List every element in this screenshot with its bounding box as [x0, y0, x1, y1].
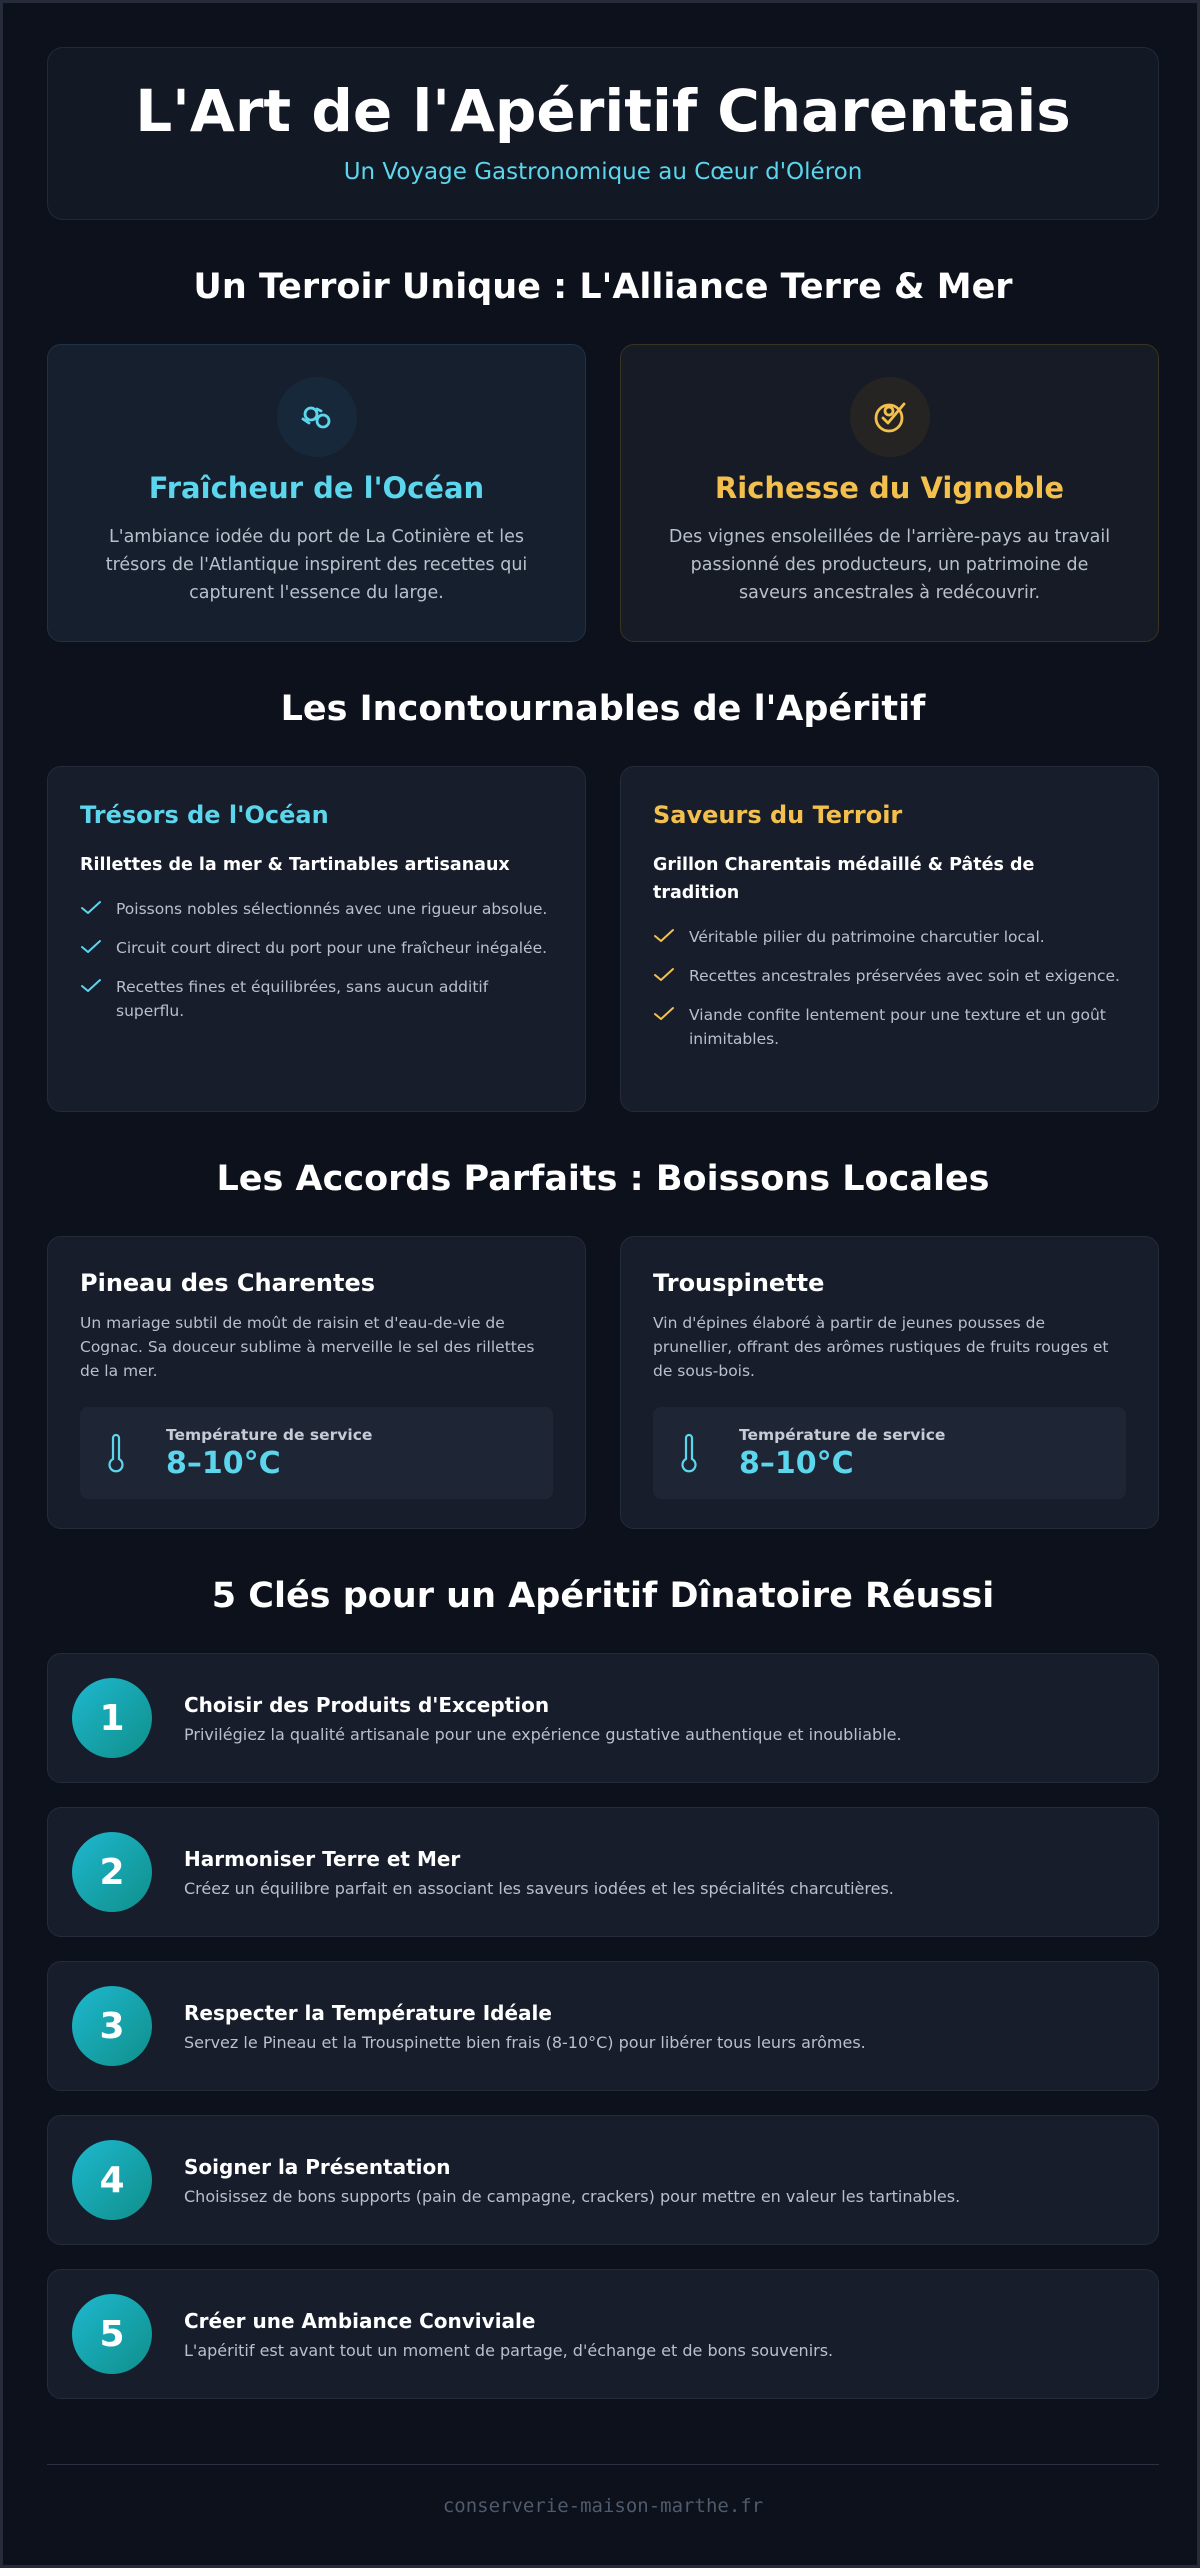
key-text: L'apéritif est avant tout un moment de partage, d'échange et de bons souvenirs. [184, 2340, 834, 2360]
key-item [47, 1807, 1159, 1937]
footer-divider [47, 2464, 1159, 2465]
cles-list [47, 1653, 1159, 2399]
key-text: Choisissez de bons supports (pain de campagne, crackers) pour mettre en valeur les tartinables. [184, 2186, 961, 2206]
check-icon [80, 899, 102, 917]
key-title: Créer une Ambiance Conviviale [184, 2308, 536, 2333]
temperature-value: 8–10°C [739, 1445, 854, 1481]
key-title: Harmoniser Terre et Mer [184, 1846, 461, 1871]
terroir-flavors-card [620, 766, 1159, 1112]
cles-section-title: 5 Clés pour un Apéritif Dînatoire Réussi [211, 1576, 995, 1616]
terroir-flavors-list [653, 925, 1126, 1051]
temperature-label: Température de service [739, 1425, 946, 1444]
pineau-card [47, 1236, 586, 1529]
key-item [47, 1653, 1159, 1783]
key-text: Servez le Pineau et la Trouspinette bien frais (8-10°C) pour libérer tous leurs arômes. [184, 2032, 866, 2052]
terroir-cards [47, 344, 1159, 642]
key-number: 5 [72, 2294, 152, 2374]
terroir-section-title: Un Terroir Unique : L'Alliance Terre & Mer [193, 267, 1013, 307]
list-item-text: Circuit court direct du port pour une fraîcheur inégalée. [116, 939, 548, 957]
key-item [47, 2269, 1159, 2399]
ocean-card-text: L'ambiance iodée du port de La Cotinière et les trésors de l'Atlantique inspirent des recettes qui capturent l'essence du large. [105, 527, 528, 603]
ocean-treasures-card [47, 766, 586, 1112]
key-number: 3 [72, 1986, 152, 2066]
key-title: Soigner la Présentation [184, 2154, 451, 2179]
key-text: Créez un équilibre parfait en associant les saveurs iodées et les spécialités charcutières. [184, 1878, 894, 1898]
list-item [653, 925, 1126, 949]
ocean-treasures-list [80, 897, 553, 1023]
key-item [47, 2115, 1159, 2245]
ocean-card-title: Fraîcheur de l'Océan [148, 471, 485, 505]
ocean-freshness-card [47, 344, 586, 642]
hero-header [47, 47, 1159, 220]
ocean-icon-badge [277, 377, 357, 457]
terroir-flavors-title: Saveurs du Terroir [653, 801, 903, 829]
list-item [80, 897, 553, 921]
list-item-text: Recettes fines et équilibrées, sans aucun additif superflu. [116, 978, 489, 1020]
list-item-text: Recettes ancestrales préservées avec soin et exigence. [689, 967, 1120, 985]
incontournables-section-title: Les Incontournables de l'Apéritif [280, 689, 926, 729]
trouspinette-card [620, 1236, 1159, 1529]
badge-check-icon [869, 396, 911, 438]
list-item [80, 936, 553, 960]
check-icon [653, 927, 675, 945]
incontournables-cards [47, 766, 1159, 1112]
temperature-value: 8–10°C [166, 1445, 281, 1481]
vine-icon-badge [850, 377, 930, 457]
check-icon [80, 938, 102, 956]
link-icon [297, 397, 337, 437]
list-item-text: Viande confite lentement pour une texture et un goût inimitables. [689, 1006, 1106, 1048]
list-item-text: Véritable pilier du patrimoine charcutier local. [689, 928, 1045, 946]
list-item [80, 975, 553, 1023]
boissons-cards [47, 1236, 1159, 1529]
pineau-temperature-box [80, 1407, 553, 1499]
check-icon [653, 1005, 675, 1023]
page-title: L'Art de l'Apéritif Charentais [135, 77, 1071, 145]
list-item [653, 964, 1126, 988]
key-item [47, 1961, 1159, 2091]
key-number: 2 [72, 1832, 152, 1912]
page-subtitle: Un Voyage Gastronomique au Cœur d'Oléron [343, 158, 863, 185]
key-number: 4 [72, 2140, 152, 2220]
boissons-section-title: Les Accords Parfaits : Boissons Locales [216, 1159, 990, 1199]
vine-card-text: Des vignes ensoleillées de l'arrière-pays au travail passionné des producteurs, un patrimoine de saveurs ancestrales à redécouvrir. [668, 527, 1111, 603]
trouspinette-title: Trouspinette [653, 1269, 825, 1297]
ocean-treasures-title: Trésors de l'Océan [80, 801, 329, 829]
temperature-label: Température de service [166, 1425, 373, 1444]
key-title: Respecter la Température Idéale [184, 2000, 552, 2025]
terroir-flavors-lead: Grillon Charentais médaillé & Pâtés de tradition [653, 855, 1035, 903]
check-icon [80, 977, 102, 995]
ocean-treasures-lead: Rillettes de la mer & Tartinables artisanaux [80, 855, 510, 875]
vineyard-richness-card [620, 344, 1159, 642]
list-item [653, 1003, 1126, 1051]
list-item-text: Poissons nobles sélectionnés avec une rigueur absolue. [116, 900, 548, 918]
footer-website-link[interactable]: conserverie-maison-marthe.fr [442, 2495, 764, 2517]
key-number: 1 [72, 1678, 152, 1758]
pineau-text: Un mariage subtil de moût de raisin et d'eau-de-vie de Cognac. Sa douceur sublime à merveille le sel des rillettes de la mer. [80, 1314, 535, 1380]
trouspinette-text: Vin d'épines élaboré à partir de jeunes pousses de prunellier, offrant des arômes rustiques de fruits rouges et de sous-bois. [653, 1314, 1109, 1380]
vine-card-title: Richesse du Vignoble [714, 471, 1065, 505]
key-text: Privilégiez la qualité artisanale pour une expérience gustative authentique et inoubliable. [184, 1724, 902, 1744]
thermometer-icon [104, 1433, 128, 1473]
check-icon [653, 966, 675, 984]
pineau-title: Pineau des Charentes [80, 1269, 376, 1297]
trouspinette-temperature-box [653, 1407, 1126, 1499]
thermometer-icon [677, 1433, 701, 1473]
key-title: Choisir des Produits d'Exception [184, 1692, 550, 1717]
